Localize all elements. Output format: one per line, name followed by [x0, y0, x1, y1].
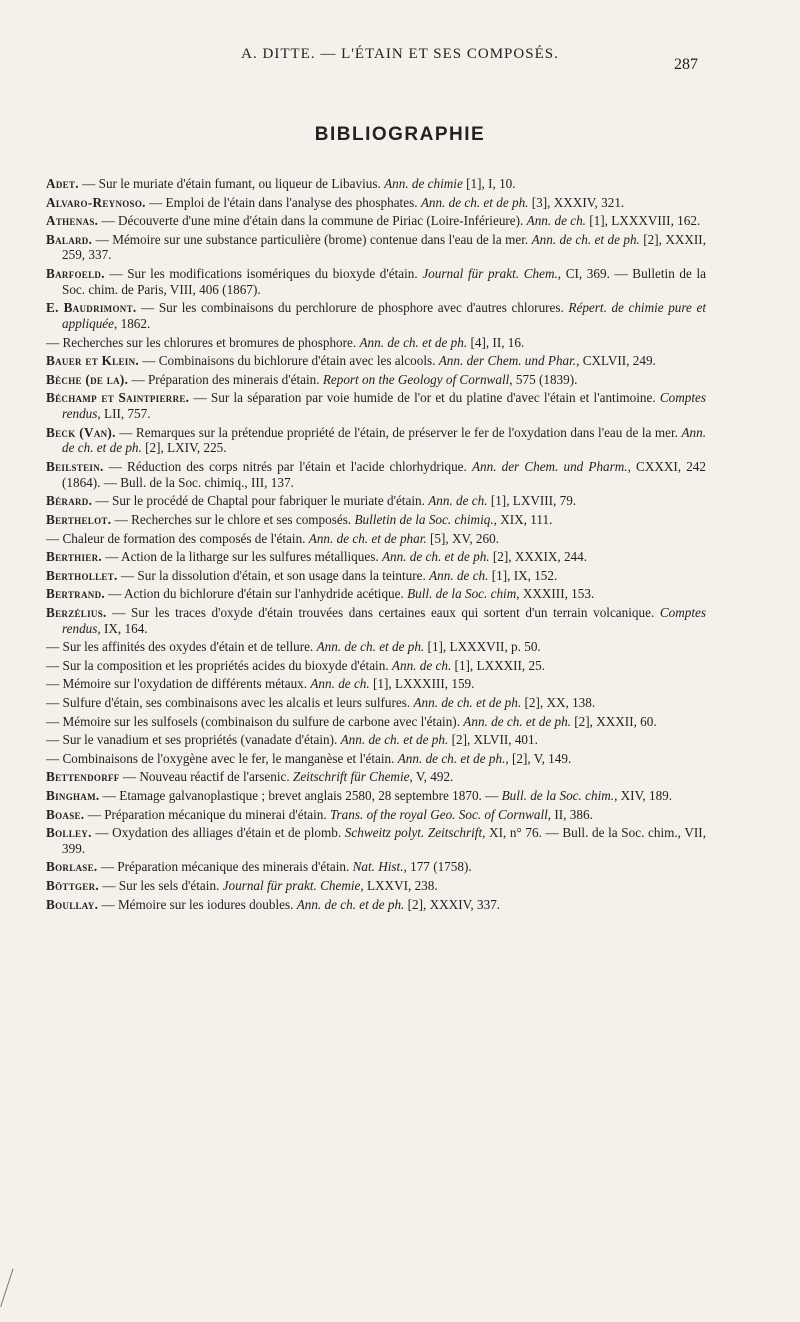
entry-reference: [1], LXXXIII, 159.	[369, 676, 475, 692]
entry-text: — Sur les affinités des oxydes d'étain et de tellure.	[46, 639, 317, 655]
entry-reference: , 575 (1839).	[509, 371, 578, 387]
page-number: 287	[674, 56, 698, 73]
entry-source: Ann. de ch. et de ph.	[62, 424, 706, 456]
entry-source: Ann. de ch. et de phar.	[308, 530, 427, 546]
entry-text: — Remarques sur la prétendue propriété de l'étain, de préserver le fer de l'oxydation dans l'eau de la mer.	[115, 424, 682, 440]
entry-reference: , XXXIII, 153.	[516, 586, 595, 602]
entry-source: Ann. de ch.	[310, 676, 370, 692]
bibliography-entry	[46, 213, 706, 229]
entry-author: Balard.	[46, 231, 93, 247]
bibliography-entry	[46, 512, 706, 528]
bibliography-entry	[46, 676, 706, 692]
entry-source: Ann. de ch.	[391, 657, 452, 673]
entry-reference: , V, 492.	[409, 769, 454, 785]
entry-text: — Sur la composition et les propriétés acides du bioxyde d'étain.	[46, 657, 392, 673]
entry-reference: , IX, 164.	[97, 620, 148, 636]
bibliography-entry	[46, 788, 706, 804]
entry-source: Comptes rendus	[62, 604, 706, 636]
bibliography-entry	[46, 714, 706, 730]
bibliography-entry	[46, 300, 706, 331]
entry-source: Ann. de chimie	[384, 176, 463, 191]
entry-reference: [1], LXXXVII, p. 50.	[424, 639, 541, 655]
entry-reference: [2], XX, 138.	[521, 694, 596, 710]
entry-text: — Oxydation des alliages d'étain et de plomb.	[91, 825, 345, 841]
entry-reference: , XIV, 189.	[614, 787, 673, 803]
entry-reference: , XIX, 111.	[493, 511, 553, 527]
entry-reference: [1], LXXXVIII, 162.	[585, 213, 701, 229]
entry-reference: , CXLVII, 249.	[576, 353, 656, 369]
entry-author: E. Baudrimont.	[46, 300, 137, 316]
entry-text: — Sur le procédé de Chaptal pour fabriquer le muriate d'étain.	[92, 493, 429, 509]
bibliography-list	[46, 176, 706, 915]
entry-author: Alvaro-Reynoso.	[46, 194, 146, 210]
entry-author: Béchamp et Saintpierre.	[46, 390, 190, 406]
entry-source: Bull. de la Soc. chim.	[501, 787, 615, 803]
entry-reference: [4], II, 16.	[467, 334, 525, 350]
entry-reference: [2], XXXII, 60.	[570, 713, 657, 729]
entry-text: — Réduction des corps nitrés par l'étain et l'acide chlorhydrique.	[103, 459, 472, 475]
entry-reference: , LII, 757.	[97, 406, 151, 422]
entry-author: Berthollet.	[46, 567, 118, 583]
entry-text: — Préparation mécanique du minerai d'étain.	[84, 806, 330, 822]
entry-source: Ann. de ch.	[428, 493, 488, 509]
bibliography-entry	[46, 859, 706, 875]
entry-source: Répert. de chimie pure et appliquée	[62, 300, 706, 332]
bibliography-entry	[46, 732, 706, 748]
bibliography-entry	[46, 390, 706, 421]
bibliography-entry	[46, 425, 706, 456]
entry-source: Zeitschrift für Chemie	[292, 769, 410, 785]
page-header	[0, 46, 800, 76]
margin-pencil-mark	[0, 1269, 27, 1312]
entry-source: Nat. Hist.	[352, 859, 404, 875]
entry-text: — Mémoire sur une substance particulière (brome) contenue dans l'eau de la mer.	[92, 231, 532, 247]
entry-text: — Combinaisons du bichlorure d'étain avec les alcools.	[138, 353, 439, 369]
entry-author: Berthelot.	[46, 511, 112, 527]
entry-author: Berzélius.	[46, 604, 107, 620]
entry-source: Schweitz polyt. Zeitschrift	[344, 825, 483, 841]
bibliography-entry	[46, 568, 706, 584]
bibliography-entry	[46, 769, 706, 785]
entry-source: Report on the Geology of Cornwall	[322, 371, 510, 387]
entry-source: Journal für prakt. Chemie	[222, 878, 361, 894]
entry-text: — Sur la dissolution d'étain, et son usage dans la teinture.	[117, 567, 430, 583]
bibliography-entry	[46, 658, 706, 674]
bibliography-entry	[46, 695, 706, 711]
entry-author: Bérard.	[46, 493, 93, 509]
entry-author: Barfoeld.	[46, 266, 105, 282]
entry-text: — Sur les modifications isomériques du bioxyde d'étain.	[104, 266, 423, 282]
entry-author: Berthier.	[46, 549, 102, 565]
bibliography-entry	[46, 176, 706, 192]
entry-author: Beck (Van).	[46, 424, 116, 440]
entry-source: Ann. de ch. et de ph.	[296, 896, 405, 912]
entry-source: Ann. de ch. et de ph.	[381, 549, 490, 565]
entry-source: Ann. de ch. et de ph.	[420, 194, 529, 210]
entry-source: Comptes rendus	[62, 390, 707, 422]
entry-reference: , CI, 369. — Bulletin de la Soc. chim. de Paris, VIII, 406 (1867).	[62, 266, 706, 297]
entry-author: Beilstein.	[46, 459, 104, 475]
entry-text: — Combinaisons de l'oxygène avec le fer, le manganèse et l'étain.	[46, 750, 398, 766]
entry-text: — Mémoire sur l'oxydation de différents métaux.	[46, 676, 311, 692]
entry-author: Borlase.	[46, 859, 98, 875]
entry-source: Journal für prakt. Chem.	[422, 266, 558, 282]
bibliography-entry	[46, 807, 706, 823]
entry-reference: [1], I, 10.	[462, 176, 516, 191]
entry-text: — Mémoire sur les sulfosels (combinaison du sulfure de carbone avec l'étain).	[46, 713, 464, 729]
entry-reference: [5], XV, 260.	[426, 530, 499, 546]
entry-source: Ann. de ch.	[429, 567, 489, 583]
bibliography-entry	[46, 459, 706, 490]
entry-author: Böttger.	[46, 878, 100, 894]
entry-source: Bulletin de la Soc. chimiq.	[354, 511, 494, 527]
entry-source: Ann. der Chem. und Phar.	[438, 353, 577, 369]
bibliography-entry	[46, 335, 706, 351]
entry-reference: , 177 (1758).	[403, 859, 472, 875]
entry-text: — Emploi de l'étain dans l'analyse des phosphates.	[145, 194, 421, 210]
bibliography-entry	[46, 639, 706, 655]
entry-text: — Préparation des minerais d'étain.	[128, 371, 323, 387]
entry-author: Bettendorff	[46, 769, 120, 785]
entry-text: — Mémoire sur les iodures doubles.	[98, 896, 297, 912]
entry-text: — Sur le muriate d'étain fumant, ou liqueur de Libavius.	[78, 176, 385, 191]
entry-author: Bertrand.	[46, 586, 105, 602]
entry-text: — Sur les sels d'étain.	[99, 878, 223, 894]
entry-author: Bauer et Klein.	[46, 353, 139, 369]
entry-text: — Sur la séparation par voie humide de l'or et du platine d'avec l'étain et l'antimoine.	[189, 390, 660, 406]
bibliography-entry	[46, 878, 706, 894]
section-title: BIBLIOGRAPHIE	[314, 124, 486, 145]
entry-text: — Préparation mécanique des minerais d'étain.	[97, 859, 353, 875]
bibliography-entry	[46, 266, 706, 297]
entry-reference: , II, 386.	[547, 806, 593, 822]
entry-source: Ann. de ch. et de ph.	[463, 713, 571, 729]
entry-reference: [2], XXXII, 259, 337.	[62, 231, 706, 263]
entry-reference: [1], IX, 152.	[488, 567, 558, 583]
entry-source: Bull. de la Soc. chim	[407, 586, 517, 602]
entry-reference: [3], XXXIV, 321.	[528, 194, 625, 210]
bibliography-entry	[46, 825, 706, 856]
entry-source: Ann. de ch. et de ph.	[316, 639, 425, 655]
entry-author: Adet.	[46, 176, 79, 191]
bibliography-entry	[46, 195, 706, 211]
entry-source: Ann. de ch. et de ph.	[397, 750, 506, 766]
entry-text: — Recherches sur les chlorures et bromures de phosphore.	[46, 334, 360, 350]
bibliography-entry	[46, 605, 706, 636]
entry-source: Ann. de ch.	[526, 213, 586, 229]
entry-author: Bingham.	[46, 787, 100, 803]
entry-text: — Sur les traces d'oxyde d'étain trouvées dans certaines eaux qui sortent d'un terrain volcanique.	[106, 604, 660, 620]
entry-reference: , XI, n° 76. — Bull. de la Soc. chim., VII, 399.	[62, 825, 706, 856]
entry-text: — Recherches sur le chlore et ses composés.	[111, 511, 355, 527]
entry-source: Ann. de ch. et de ph.	[340, 732, 449, 748]
entry-source: Ann. der Chem. und Pharm.	[471, 459, 628, 475]
entry-reference: , 1862.	[114, 316, 151, 332]
bibliography-entry	[46, 751, 706, 767]
entry-text: — Chaleur de formation des composés de l'étain.	[46, 530, 309, 546]
entry-text: — Découverte d'une mine d'étain dans la commune de Piriac (Loire-Inférieure).	[98, 213, 527, 229]
entry-author: Boullay.	[46, 896, 99, 912]
bibliography-entry	[46, 586, 706, 602]
bibliography-entry	[46, 549, 706, 565]
entry-author: Boase.	[46, 806, 85, 822]
entry-author: Bolley.	[46, 825, 92, 841]
running-head: A. DITTE. — L'ÉTAIN ET SES COMPOSÉS.	[241, 46, 559, 62]
entry-author: Bèche (de la).	[46, 371, 129, 387]
entry-text: — Sur le vanadium et ses propriétés (vanadate d'étain).	[46, 732, 341, 748]
entry-source: Ann. de ch. et de ph.	[413, 694, 522, 710]
entry-reference: [2], LXIV, 225.	[141, 440, 227, 456]
entry-reference: [1], LXXXII, 25.	[451, 657, 546, 673]
entry-text: — Action du bichlorure d'étain sur l'anhydride acétique.	[104, 586, 408, 602]
entry-text: — Etamage galvanoplastique ; brevet anglais 2580, 28 septembre 1870. —	[99, 787, 502, 803]
entry-text: — Sur les combinaisons du perchlorure de phosphore avec d'autres chlorures.	[136, 300, 569, 316]
entry-source: Ann. de ch. et de ph.	[531, 231, 640, 247]
entry-reference: [2], XXXIV, 337.	[404, 896, 501, 912]
entry-text: — Action de la litharge sur les sulfures métalliques.	[102, 549, 382, 565]
entry-source: Trans. of the royal Geo. Soc. of Cornwall	[329, 806, 548, 822]
bibliography-entry	[46, 493, 706, 509]
entry-reference: [2], XLVII, 401.	[448, 732, 538, 748]
entry-reference: , LXXVI, 238.	[360, 878, 438, 894]
entry-reference: , CXXXI, 242 (1864). — Bull. de la Soc. chimiq., III, 137.	[62, 459, 706, 490]
entry-text: — Sulfure d'étain, ses combinaisons avec les alcalis et leurs sulfures.	[46, 694, 414, 710]
entry-author: Athenas.	[46, 213, 99, 229]
entry-reference: [1], LXVIII, 79.	[487, 493, 577, 509]
bibliography-entry	[46, 897, 706, 913]
bibliography-entry	[46, 353, 706, 369]
entry-reference: , [2], V, 149.	[505, 750, 572, 766]
bibliography-entry	[46, 372, 706, 388]
entry-text: — Nouveau réactif de l'arsenic.	[119, 769, 293, 785]
entry-reference: [2], XXXIX, 244.	[489, 549, 588, 565]
bibliography-entry	[46, 232, 706, 263]
entry-source: Ann. de ch. et de ph.	[359, 334, 468, 350]
bibliography-entry	[46, 531, 706, 547]
